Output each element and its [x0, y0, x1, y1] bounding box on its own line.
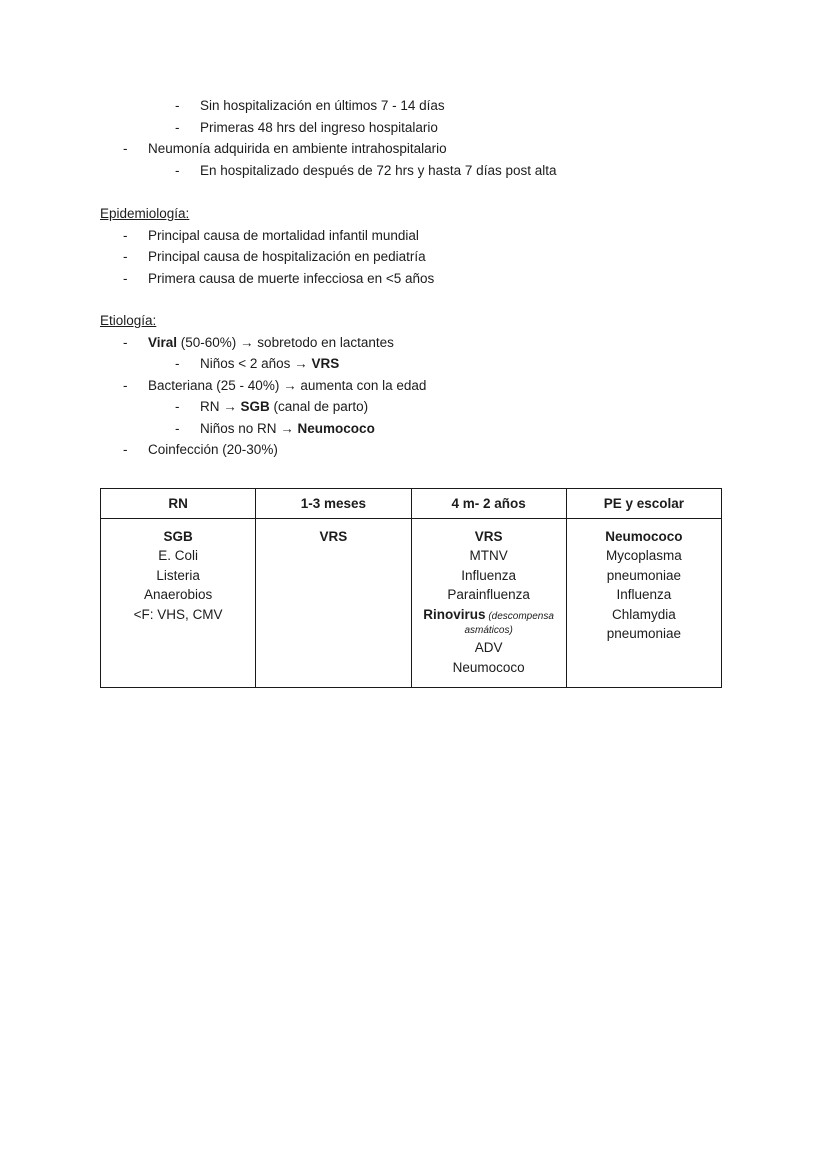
table-header-pe-escolar: PE y escolar	[566, 488, 721, 518]
epidemiologia-list	[100, 225, 728, 290]
table-cell-line: Neumococo	[605, 528, 683, 544]
bullet-dash: -	[175, 98, 180, 113]
table-header-rn: RN	[101, 488, 256, 518]
list-item-text: Neumonía adquirida en ambiente intrahospitalario	[148, 141, 447, 156]
list-item-text: Bacteriana (25 - 40%) → aumenta con la edad	[148, 377, 427, 393]
bullet-dash: -	[123, 442, 128, 457]
section-heading-etiologia: Etiología:	[100, 313, 157, 328]
etiologia-list	[100, 332, 728, 461]
section-heading-epidemiologia: Epidemiología:	[100, 206, 190, 221]
list-item	[123, 225, 728, 247]
bold-term: Viral	[148, 334, 178, 350]
table-cell-line: SGB	[163, 528, 193, 544]
list-item-rest: (50-60%) → sobretodo en lactantes	[177, 334, 394, 350]
list-item-text: En hospitalizado después de 72 hrs y hasta 7 días post alta	[200, 162, 557, 178]
list-item	[123, 332, 728, 354]
table-header-4m-2anos: 4 m- 2 años	[411, 488, 566, 518]
bullet-dash: -	[123, 227, 128, 243]
bullet-dash: -	[175, 162, 180, 178]
list-item	[175, 117, 728, 139]
list-item-text: Coinfección (20-30%)	[148, 442, 278, 457]
table-cell-line: ADV	[474, 640, 503, 655]
etiology-by-age-table	[100, 488, 722, 688]
table-cell-line: Chlamydia	[611, 606, 676, 622]
list-item-text	[200, 418, 375, 440]
list-item	[123, 268, 728, 290]
list-item	[175, 418, 728, 440]
list-item-pre: Niños no RN →	[200, 420, 298, 436]
bullet-dash: -	[175, 399, 180, 414]
table-header-row	[101, 488, 722, 518]
table-cell-line: Influenza	[461, 567, 517, 583]
list-item	[175, 396, 728, 418]
bullet-dash: -	[123, 249, 128, 264]
list-item	[175, 353, 728, 375]
bold-term: Neumococo	[297, 420, 375, 436]
cell-note: (descompensa	[485, 610, 554, 622]
list-item	[123, 375, 728, 397]
list-item	[175, 160, 728, 182]
bullet-dash: -	[175, 420, 180, 436]
list-item-text: Primera causa de muerte infecciosa en <5 años	[148, 270, 435, 286]
table-cell-pe-escolar	[566, 518, 721, 687]
bold-term: SGB	[240, 399, 270, 414]
bullet-dash: -	[175, 356, 180, 371]
table-cell-rn	[101, 518, 256, 687]
table-cell-line: Mycoplasma	[605, 548, 682, 563]
bullet-dash: -	[175, 119, 180, 135]
list-item	[123, 246, 728, 268]
list-item-text	[200, 396, 368, 418]
bullet-dash: -	[123, 141, 128, 156]
bold-term: VRS	[311, 356, 340, 371]
list-item-pre: Niños < 2 años →	[200, 356, 312, 371]
list-item-text: Primeras 48 hrs del ingreso hospitalario	[200, 119, 438, 135]
list-item-pre: RN →	[200, 399, 241, 414]
table-cell-line: VRS	[474, 528, 503, 544]
list-item-text	[200, 353, 339, 375]
table-cell-line: MTNV	[469, 548, 508, 563]
table-cell-line: VRS	[319, 528, 348, 544]
table-cell-line: E. Coli	[158, 548, 198, 563]
list-item-text: Sin hospitalización en últimos 7 - 14 días	[200, 98, 445, 113]
list-item	[175, 95, 728, 117]
table-cell-4m-2anos	[411, 518, 566, 687]
table-cell-line: Anaerobios	[143, 587, 213, 602]
table-cell-line: Listeria	[156, 567, 200, 583]
list-item-text: Principal causa de mortalidad infantil mundial	[148, 227, 419, 243]
bullet-dash: -	[123, 377, 128, 393]
list-item-text: Principal causa de hospitalización en pediatría	[148, 249, 426, 264]
table-cell-line: <F: VHS, CMV	[133, 606, 223, 622]
bullet-dash: -	[123, 334, 128, 350]
list-item-text	[148, 332, 394, 354]
bold-term: Rinovirus	[423, 606, 486, 622]
bullet-dash: -	[123, 270, 128, 286]
table-cell-line	[422, 605, 556, 625]
list-item	[123, 138, 728, 160]
intro-list	[100, 95, 728, 181]
cell-note: asmáticos)	[464, 625, 513, 636]
table-cell-1-3-meses	[256, 518, 411, 687]
table-cell-line: Influenza	[616, 587, 672, 602]
table-cell-line: pneumoniae	[606, 567, 682, 583]
table-cell-line: Neumococo	[452, 659, 525, 675]
table-row	[101, 518, 722, 687]
table-cell-line: Parainfluenza	[447, 587, 530, 602]
table-cell-line: pneumoniae	[606, 626, 682, 641]
list-item-rest: (canal de parto)	[269, 399, 369, 414]
list-item	[123, 439, 728, 461]
table-header-1-3-meses: 1-3 meses	[256, 488, 411, 518]
